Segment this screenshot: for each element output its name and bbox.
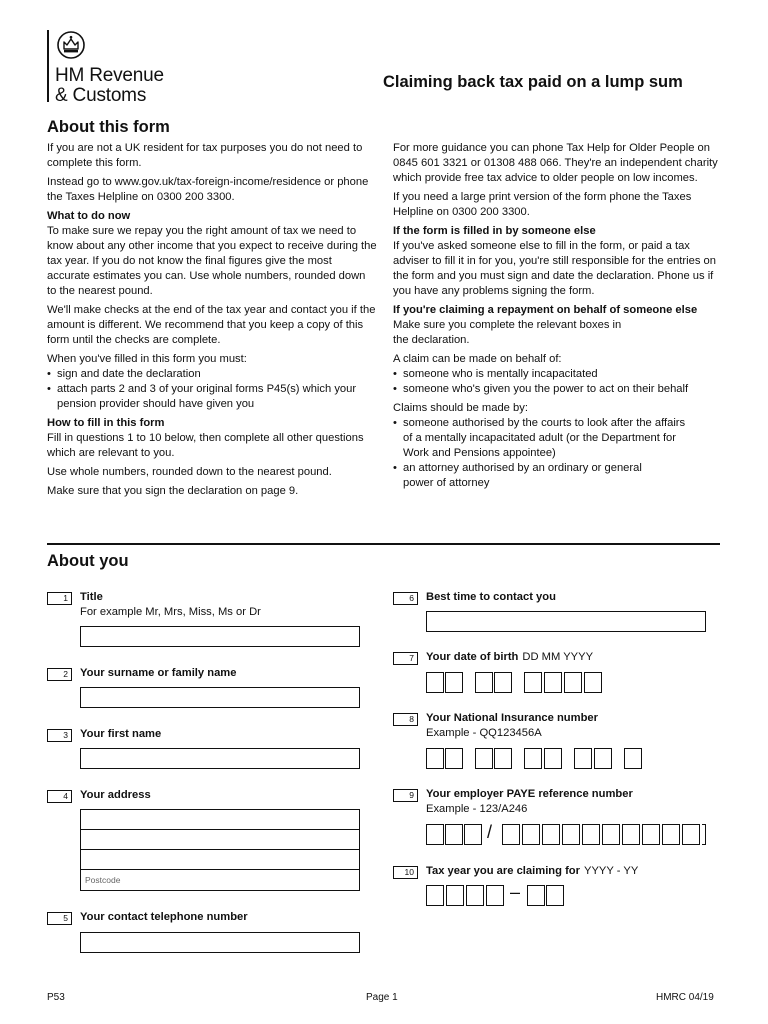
postcode-input[interactable] bbox=[80, 869, 360, 891]
ni-cell[interactable] bbox=[524, 748, 542, 769]
question-number: 9 bbox=[393, 789, 418, 802]
left-para-7: Use whole numbers, rounded down to the nearest pound. bbox=[47, 466, 332, 478]
question-number: 3 bbox=[47, 729, 72, 742]
question-number: 6 bbox=[393, 592, 418, 605]
paye-ref-cell[interactable] bbox=[702, 824, 706, 845]
question-number: 5 bbox=[47, 912, 72, 925]
paye-ref-cell[interactable] bbox=[602, 824, 620, 845]
left-para-5: When you've filled in this form you must: bbox=[47, 353, 247, 365]
postcode-label: Postcode bbox=[85, 875, 121, 885]
left-para-4: We'll make checks at the end of the tax year and contact you if the amount is different. We recommend that you keep a copy of this form until the checks are complete. bbox=[47, 304, 376, 346]
list-item: • someone who is mentally incapacitated bbox=[393, 367, 723, 382]
question-label: Title bbox=[80, 591, 103, 603]
question-label: Best time to contact you bbox=[426, 591, 556, 603]
tax-year-start-cell[interactable] bbox=[486, 885, 504, 906]
paye-office-cell[interactable] bbox=[445, 824, 463, 845]
ni-cell[interactable] bbox=[544, 748, 562, 769]
question-number: 10 bbox=[393, 866, 418, 879]
ni-cell[interactable] bbox=[494, 748, 512, 769]
question-label: Your National Insurance number bbox=[426, 712, 598, 724]
tax-year-end-cell[interactable] bbox=[527, 885, 545, 906]
list-item: • someone who's given you the power to act on their behalf bbox=[393, 382, 723, 397]
logo-bar bbox=[47, 30, 49, 102]
question-label: Your employer PAYE reference number bbox=[426, 788, 633, 800]
title-input[interactable] bbox=[80, 626, 360, 647]
format-hint: YYYY - YY bbox=[584, 865, 639, 877]
about-form-heading: About this form bbox=[47, 118, 170, 136]
question-number: 8 bbox=[393, 713, 418, 726]
form-code: P53 bbox=[47, 992, 65, 1003]
dob-year-cell[interactable] bbox=[584, 672, 602, 693]
list-item: • sign and date the declaration bbox=[47, 367, 377, 382]
right-para-1: For more guidance you can phone Tax Help for Older People on 0845 601 3321 or 01308 488 066. They're an independent charity which provide free tax advice to older people on low incomes. bbox=[393, 142, 718, 184]
dob-day-cell[interactable] bbox=[426, 672, 444, 693]
paye-ref-cell[interactable] bbox=[622, 824, 640, 845]
tax-year-start-cell[interactable] bbox=[466, 885, 484, 906]
paye-office-cell[interactable] bbox=[426, 824, 444, 845]
right-para-3: If you've asked someone else to fill in the form, or paid a tax adviser to fill it in for you, you're still responsible for the entries on the form and you must sign and date the declaration. Phone us if you have any problems signing the form. bbox=[393, 240, 716, 297]
dob-year-cell[interactable] bbox=[524, 672, 542, 693]
ni-cell[interactable] bbox=[426, 748, 444, 769]
list-item: • someone authorised by the courts to look after the affairs of a mentally incapacitated adult (or the Department for Work and Pensions appointee) bbox=[393, 416, 693, 461]
dob-year-cell[interactable] bbox=[564, 672, 582, 693]
surname-input[interactable] bbox=[80, 687, 360, 708]
question-label bbox=[426, 865, 638, 877]
paye-separator: / bbox=[487, 822, 493, 842]
ni-cell[interactable] bbox=[574, 748, 592, 769]
question-label: Your address bbox=[80, 789, 151, 801]
dob-month-cell[interactable] bbox=[475, 672, 493, 693]
document-title: Claiming back tax paid on a lump sum bbox=[383, 73, 683, 91]
question-number: 4 bbox=[47, 790, 72, 803]
form-version: HMRC 04/19 bbox=[656, 992, 714, 1003]
best-time-input[interactable] bbox=[426, 611, 706, 632]
on-behalf-heading: If you're claiming a repayment on behalf of someone else bbox=[393, 304, 698, 316]
left-para-2: Instead go to www.gov.uk/tax-foreign-income/residence or phone the Taxes Helpline on 0300 200 3300. bbox=[47, 176, 369, 203]
paye-ref-cell[interactable] bbox=[522, 824, 540, 845]
format-hint: DD MM YYYY bbox=[522, 651, 594, 663]
someone-else-heading: If the form is filled in by someone else bbox=[393, 225, 596, 237]
label-text: Tax year you are claiming for bbox=[426, 865, 580, 877]
right-para-6: Claims should be made by: bbox=[393, 402, 528, 414]
first-name-input[interactable] bbox=[80, 748, 360, 769]
question-hint: Example - QQ123456A bbox=[426, 727, 542, 739]
how-to-fill-heading: How to fill in this form bbox=[47, 417, 165, 429]
right-para-2: If you need a large print version of the form phone the Taxes Helpline on 0300 200 3300. bbox=[393, 191, 692, 218]
question-label bbox=[426, 651, 593, 663]
ni-cell[interactable] bbox=[445, 748, 463, 769]
address-line-1-input[interactable] bbox=[80, 809, 360, 830]
question-number: 7 bbox=[393, 652, 418, 665]
left-para-1: If you are not a UK resident for tax purposes you do not need to complete this form. bbox=[47, 142, 363, 169]
question-hint: Example - 123/A246 bbox=[426, 803, 528, 815]
tax-year-start-cell[interactable] bbox=[446, 885, 464, 906]
question-number: 2 bbox=[47, 668, 72, 681]
section-divider bbox=[47, 543, 720, 545]
dob-day-cell[interactable] bbox=[445, 672, 463, 693]
tax-year-start-cell[interactable] bbox=[426, 885, 444, 906]
address-line-2-input[interactable] bbox=[80, 829, 360, 850]
left-para-3: To make sure we repay you the right amount of tax we need to know about any other income that you expect to receive during the tax year. If you do not know the final figures give the most accurate estimates you can. Use whole numbers, rounded down to the nearest pound. bbox=[47, 225, 377, 297]
paye-office-cell[interactable] bbox=[464, 824, 482, 845]
about-form-right-column bbox=[393, 141, 723, 495]
question-number: 1 bbox=[47, 592, 72, 605]
left-para-6: Fill in questions 1 to 10 below, then complete all other questions which are relevant to you. bbox=[47, 432, 364, 459]
label-text: Your date of birth bbox=[426, 651, 519, 663]
ni-cell[interactable] bbox=[624, 748, 642, 769]
about-you-heading: About you bbox=[47, 552, 129, 570]
telephone-input[interactable] bbox=[80, 932, 360, 953]
question-hint: For example Mr, Mrs, Miss, Ms or Dr bbox=[80, 606, 261, 618]
question-label: Your contact telephone number bbox=[80, 911, 248, 923]
org-name-line2: & Customs bbox=[55, 85, 147, 106]
behalf-of-list bbox=[393, 367, 723, 397]
page-number: Page 1 bbox=[366, 992, 398, 1003]
ni-cell[interactable] bbox=[594, 748, 612, 769]
ni-cell[interactable] bbox=[475, 748, 493, 769]
paye-ref-cell[interactable] bbox=[582, 824, 600, 845]
dob-year-cell[interactable] bbox=[544, 672, 562, 693]
dob-month-cell[interactable] bbox=[494, 672, 512, 693]
paye-ref-cell[interactable] bbox=[502, 824, 520, 845]
tax-year-end-cell[interactable] bbox=[546, 885, 564, 906]
royal-crest-icon bbox=[57, 31, 85, 59]
list-item: • an attorney authorised by an ordinary or general power of attorney bbox=[393, 461, 673, 491]
about-form-left-column bbox=[47, 141, 377, 503]
org-name-line1: HM Revenue bbox=[55, 65, 164, 86]
paye-ref-cell[interactable] bbox=[682, 824, 700, 845]
right-para-5: A claim can be made on behalf of: bbox=[393, 353, 562, 365]
left-para-8: Make sure that you sign the declaration on page 9. bbox=[47, 485, 299, 497]
paye-ref-cell[interactable] bbox=[662, 824, 680, 845]
claims-by-list bbox=[393, 416, 693, 491]
question-label: Your surname or family name bbox=[80, 667, 237, 679]
org-name bbox=[55, 66, 164, 106]
right-para-4: Make sure you complete the relevant boxes in the declaration. bbox=[393, 319, 622, 346]
tax-year-separator: – bbox=[510, 882, 521, 902]
paye-ref-cell[interactable] bbox=[542, 824, 560, 845]
what-to-do-heading: What to do now bbox=[47, 210, 131, 222]
paye-ref-cell[interactable] bbox=[642, 824, 660, 845]
paye-ref-cell[interactable] bbox=[562, 824, 580, 845]
list-item: • attach parts 2 and 3 of your original forms P45(s) which your pension provider should have given you bbox=[47, 382, 377, 412]
must-do-list bbox=[47, 367, 377, 412]
question-label: Your first name bbox=[80, 728, 162, 740]
address-line-3-input[interactable] bbox=[80, 849, 360, 870]
